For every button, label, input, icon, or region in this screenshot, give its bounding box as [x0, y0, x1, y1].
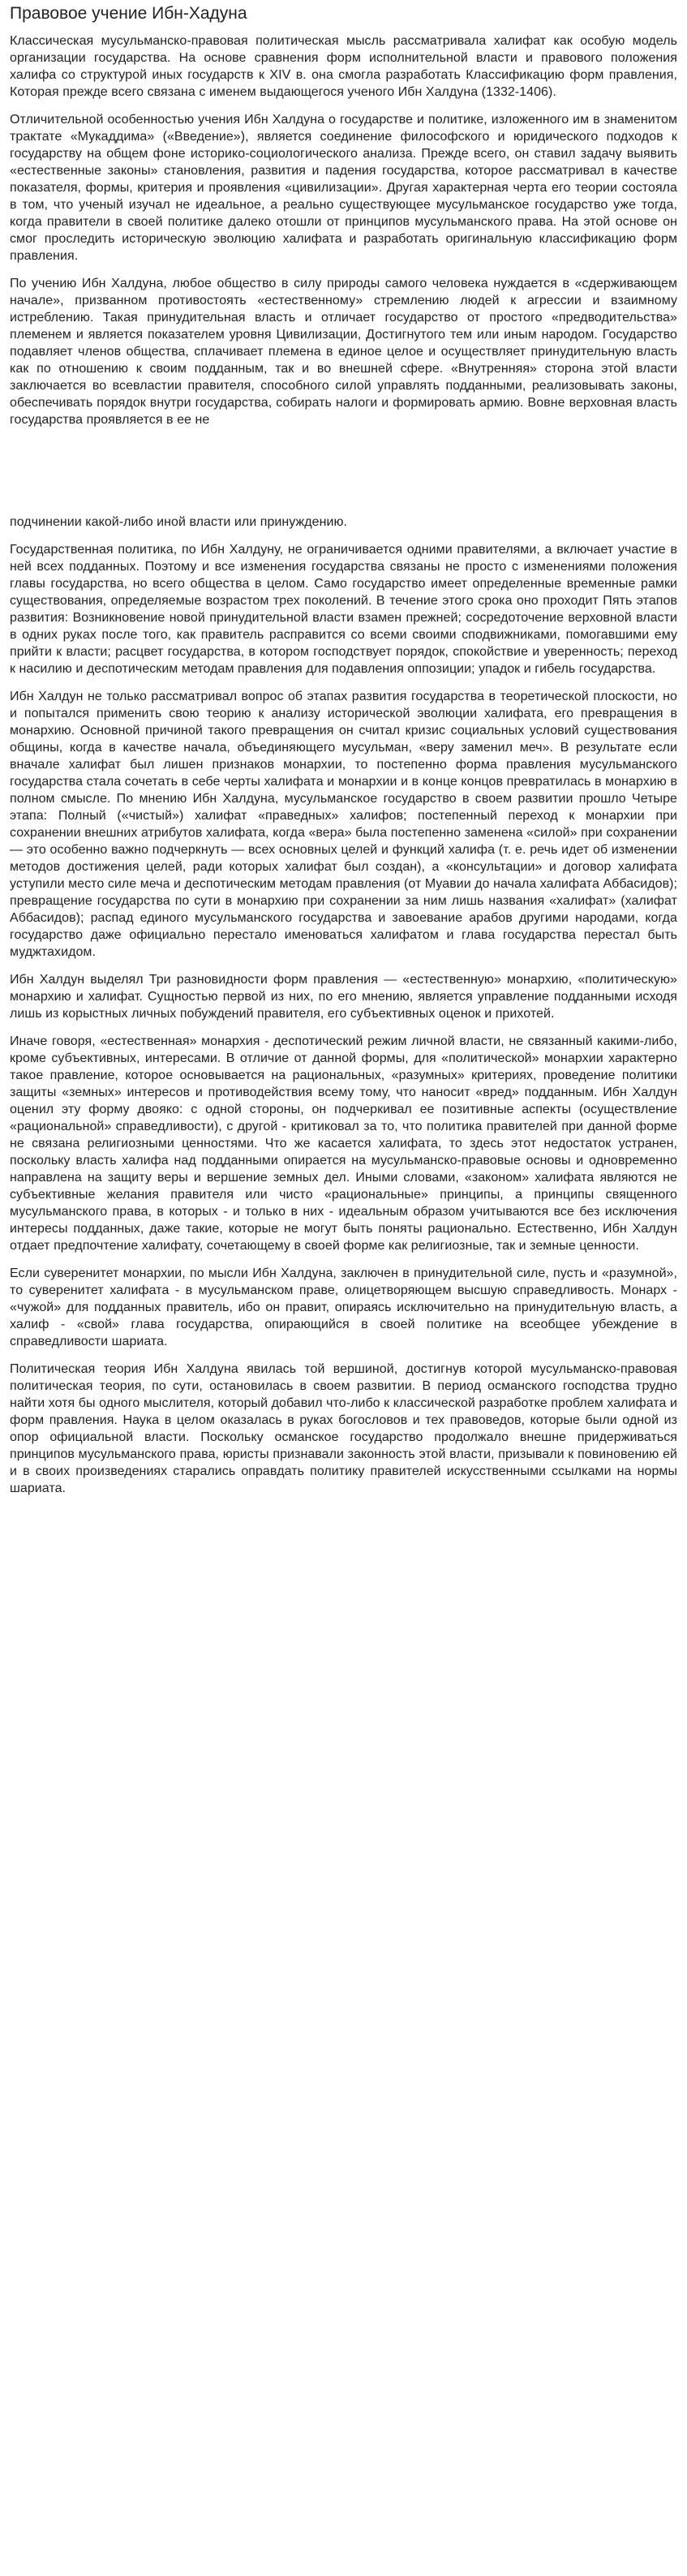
- paragraph-1: Классическая мусульманско-правовая политическая мысль рассматривала халифат как особую модель организации государства. На основе сравнения форм исполнительной власти и правового положения халифа со структурой иных государств к XIV в. она смогла разработать Классификацию форм правления, Которая прежде всего связана с именем выдающегося ученого Ибн Халдуна (1332-1406).: [10, 34, 677, 99]
- paragraph-7: Иначе говоря, «естественная» монархия - деспотический режим личной власти, не связанный какими-либо, кроме субъективных, интересами. В отличие от данной формы, для «политической» монархии характерно такое правление, которое основывается на рациональных, «разумных» критериях, проведение политики защиты «земных» интересов и противодействия всему тому, что наносит «вред» подданным. Ибн Халдун оценил эту форму двояко: с одной стороны, он подчеркивал ее позитивные аспекты (осуществление «рациональной» справедливости), с другой - критиковал за то, что политика правителей при данной форме не связана религиозными ценностями. Что же касается халифата, то здесь этот недостаток устранен, поскольку власть халифа над подданными опирается на мусульманско-правовые основы и одновременно направлена на защиту веры и вершение земных дел. Иными словами, «законом» халифата являются не субъективные желания правителя или чисто «рациональные» принципы, а принципы священного мусульманского права, в которых - и только в них - идеальным образом учитываются все без исключения интересы подданных, даже такие, которые не могут быть поняты рационально. Естественно, Ибн Халдун отдает предпочтение халифату, сочетающему в своей форме как религиозные, так и земные ценности.: [10, 1034, 677, 1253]
- paragraph-3: По учению Ибн Халдуна, любое общество в силу природы самого человека нуждается в «сдерживающем начале», призванном противостоять «естественному» стремлению людей к агрессии и взаимному истреблению. Такая принудительная власть и отличает государство от простого «предводительства» племенем и является показателем уровня Цивилизации, Достигнутого тем или иным народом. Государство подавляет членов общества, сплачивает племена в единое целое и осуществляет принудительную власть как по отношению к своим подданным, так и во внешней сфере. «Внутренняя» сторона этой власти заключается во всевластии правителя, способного силой управлять подданными, реализовывать законы, обеспечивать порядок внутри государства, собирать налоги и формировать армию. Вовне верховная власть государства проявляется в ее не: [10, 277, 677, 427]
- paragraph-8: Если суверенитет монархии, по мысли Ибн Халдуна, заключен в принудительной силе, пусть и «разумной», то суверенитет халифата - в мусульманском праве, олицетворяющем высшую справедливость. Монарх - «чужой» для подданных правитель, ибо он правит, опираясь исключительно на принудительную власть, а халиф - «свой» глава государства, опирающийся в своей политике на всеобщее убеждение в справедливости шариата.: [10, 1266, 677, 1348]
- paragraph-5: Ибн Халдун не только рассматривал вопрос об этапах развития государства в теоретической плоскости, но и попытался применить свою теорию к анализу исторической эволюции халифата, его превращения в монархию. Основной причиной такого превращения он считал кризис социальных условий существования общины, когда в качестве начала, объединяющего мусульман, «веру заменил меч». В результате если вначале халифат был лишен признаков монархии, то постепенно форма правления мусульманского государства стала сочетать в себе черты халифата и монархии и в конце концов превратилась в монархию в полном смысле. По мнению Ибн Халдуна, мусульманское государство в своем развитии прошло Четыре этапа: Полный («чистый») халифат «праведных» халифов; постепенный переход к монархии при сохранении внешних атрибутов халифата, когда «вера» была постепенно заменена «силой» при сохранении — это особенно важно подчеркнуть — всех основных целей и функций халифа (т. е. речь идет об изменении методов достижения целей, ради которых халифат был создан), а «консультации» и договор халифата уступили место силе меча и деспотическим методам правления (от Муавии до начала халифата Аббасидов); превращение государства по сути в монархию при сохранении за ним лишь названия «халифат» (халифат Аббасидов); распад единого мусульманского государства и завоевание арабов другими народами, когда государство даже официально перестало именоваться халифатом и глава государства перестал быть муджтахидом.: [10, 690, 677, 959]
- paragraph-2: Отличительной особенностью учения Ибн Халдуна о государстве и политике, изложенного им в знаменитом трактате «Мукаддима» («Введение»), является соединение философского и юридического подходов к государству на общем фоне историко-социологического анализа. Прежде всего, он ставил задачу выявить «естественные законы» становления, развития и падения государства, которое рассматривал в качестве показателя, формы, критерия и проявления «цивилизации». Другая характерная черта его теории состояла в том, что ученый изучал не идеальное, а реально существующее мусульманское государство уже тогда, когда правители в своей политике далеко отошли от принципов мусульманского права. На этой основе он смог проследить историческую эволюцию халифата и разработать оригинальную классификацию форм правления.: [10, 113, 677, 263]
- document-title: Правовое учение Ибн-Хадуна: [10, 4, 247, 23]
- paragraph-9: Политическая теория Ибн Халдуна явилась той вершиной, достигнув которой мусульманско-правовая политическая теория, по сути, остановилась в своем развитии. В период османского господства трудно найти хотя бы одного мыслителя, который добавил что-либо к классической разработке проблем халифата и форм правления. Наука в целом оказалась в руках богословов и тех правоведов, которые были одной из опор официальной власти. Поскольку османское государство продолжало внешне придерживаться принципов мусульманского права, юристы признавали законность этой власти, призывали к повиновению ей и в своих произведениях старались оправдать политику правителей искусственными ссылками на нормы шариата.: [10, 1362, 677, 1495]
- paragraph-3-continuation: подчинении какой-либо иной власти или принуждению.: [10, 515, 348, 529]
- page-gap: [10, 439, 677, 514]
- paragraph-6: Ибн Халдун выделял Три разновидности форм правления — «естественную» монархию, «политическую» монархию и халифат. Сущностью первой из них, по его мнению, является управление подданными исходя лишь из корыстных личных побуждений правителя, его субъективных оценок и прихотей.: [10, 973, 677, 1021]
- paragraph-4: Государственная политика, по Ибн Халдуну, не ограничивается одними правителями, а включает участие в ней всех подданных. Поэтому и все изменения государства связаны не просто с изменениями положения главы государства, но всего общества в целом. Само государство имеет определенные временные рамки существования, определяемые возрастом трех поколений. В течение этого срока оно проходит Пять этапов развития: Возникновение новой принудительной власти взамен прежней; сосредоточение верховной власти в одних руках после того, как правитель расправится со всеми своими сподвижниками, помогавшими ему прийти к власти; расцвет государства, в котором господствует порядок, спокойствие и уверенность; переход к насилию и деспотическим методам правления для подавления оппозиции; упадок и гибель государства.: [10, 543, 677, 676]
